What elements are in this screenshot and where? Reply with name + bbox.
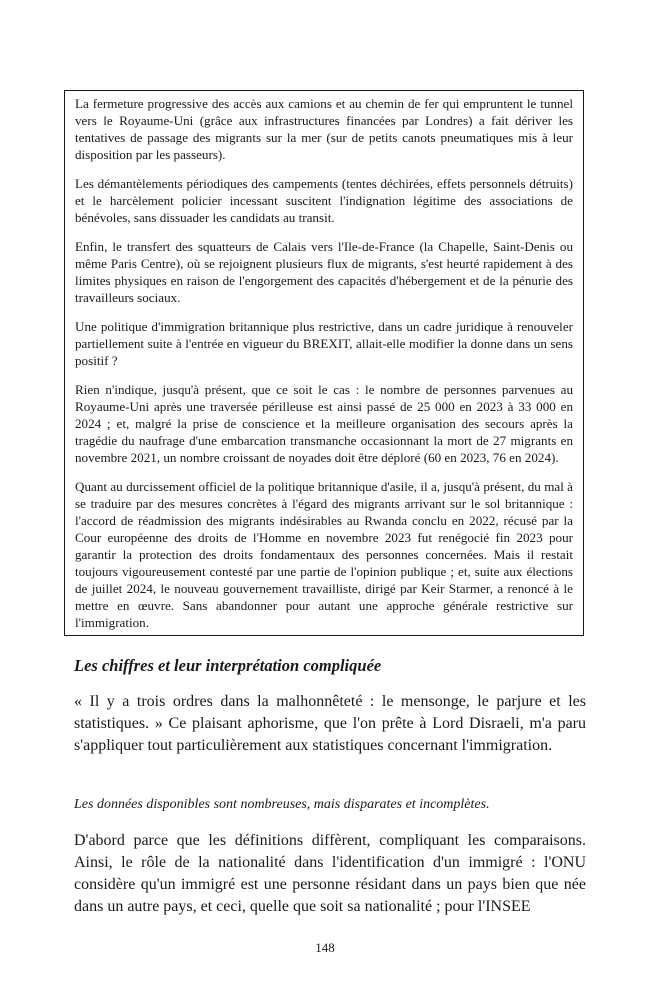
italic-subheading: Les données disponibles sont nombreuses, mais disparates et incomplètes. — [74, 797, 490, 812]
body-paragraph: « Il y a trois ordres dans la malhonnêteté : le mensonge, le parjure et les statistiques. » Ce plaisant aphorisme, que l'on prête à Lord Disraeli, m'a paru s'appliquer tout particulièrement aux statistiques concernant l'immigration. — [74, 693, 586, 754]
box-paragraph: Rien n'indique, jusqu'à présent, que ce soit le cas : le nombre de personnes parvenues au Royaume-Uni après une traversée périlleuse est ainsi passé de 25 000 en 2023 à 33 000 en 2024 ; et, malgré la prise de conscience et la meilleure organisation des secours après la tragédie du naufrage d'une embarcation transmanche occasionnant la mort de 27 migrants en novembre 2021, un nombre croissant de noyades doit être déploré (60 en 2023, 76 en 2024). — [75, 382, 573, 465]
box-paragraph: Enfin, le transfert des squatteurs de Calais vers l'Ile-de-France (la Chapelle, Saint-Denis ou même Paris Centre), où se rejoignent plusieurs flux de migrants, s'est heurté rapidement à des limites physiques en raison de l'engorgement des capacités d'hébergement et de la pénurie des travailleurs sociaux. — [75, 239, 573, 305]
box-paragraph: Les démantèlements périodiques des campements (tentes déchirées, effets personnels détruits) et le harcèlement policier incessant suscitent l'indignation légitime des associations de bénévoles, sans dissuader les candidats au transit. — [75, 176, 573, 225]
page-number: 148 — [315, 940, 335, 955]
box-paragraph: Quant au durcissement officiel de la politique britannique d'asile, il a, jusqu'à présent, du mal à se traduire par des mesures concrètes à l'égard des migrants arrivant sur le sol britannique : l'accord de réadmission des migrants indésirables au Rwanda conclu en 2022, récusé par la Cour européenne des droits de l'Homme en novembre 2023 fut renégocié fin 2023 pour garantir la protection des droits fondamentaux des personnes concernées. Mais il restait toujours vigoureusement contesté par une partie de l'opinion publique ; et, suite aux élections de juillet 2024, le nouveau gouvernement travailliste, dirigé par Keir Starmer, a renoncé à le mettre en œuvre. Sans abandonner pour autant une approche générale restrictive sur l'immigration. — [75, 479, 573, 630]
box-paragraph: La fermeture progressive des accès aux camions et au chemin de fer qui empruntent le tunnel vers le Royaume-Uni (grâce aux infrastructures financées par Londres) a fait dériver les tentatives de passage des migrants sur la mer (sur de petits canots pneumatiques mis à leur disposition par les passeurs). — [75, 96, 573, 162]
box-paragraph: Une politique d'immigration britannique plus restrictive, dans un cadre juridique à renouveler partiellement suite à l'entrée en vigueur du BREXIT, allait-elle modifier la donne dans un sens positif ? — [75, 319, 573, 368]
section-heading: Les chiffres et leur interprétation compliquée — [74, 656, 382, 675]
boxed-text — [64, 90, 584, 636]
body-paragraph: D'abord parce que les définitions diffèrent, compliquant les comparaisons. Ainsi, le rôle de la nationalité dans l'identification d'un immigré : l'ONU considère qu'un immigré est une personne résidant dans un pays bien que née dans un autre pays, et ceci, quelle que soit sa nationalité ; pour l'INSEE — [74, 832, 586, 915]
